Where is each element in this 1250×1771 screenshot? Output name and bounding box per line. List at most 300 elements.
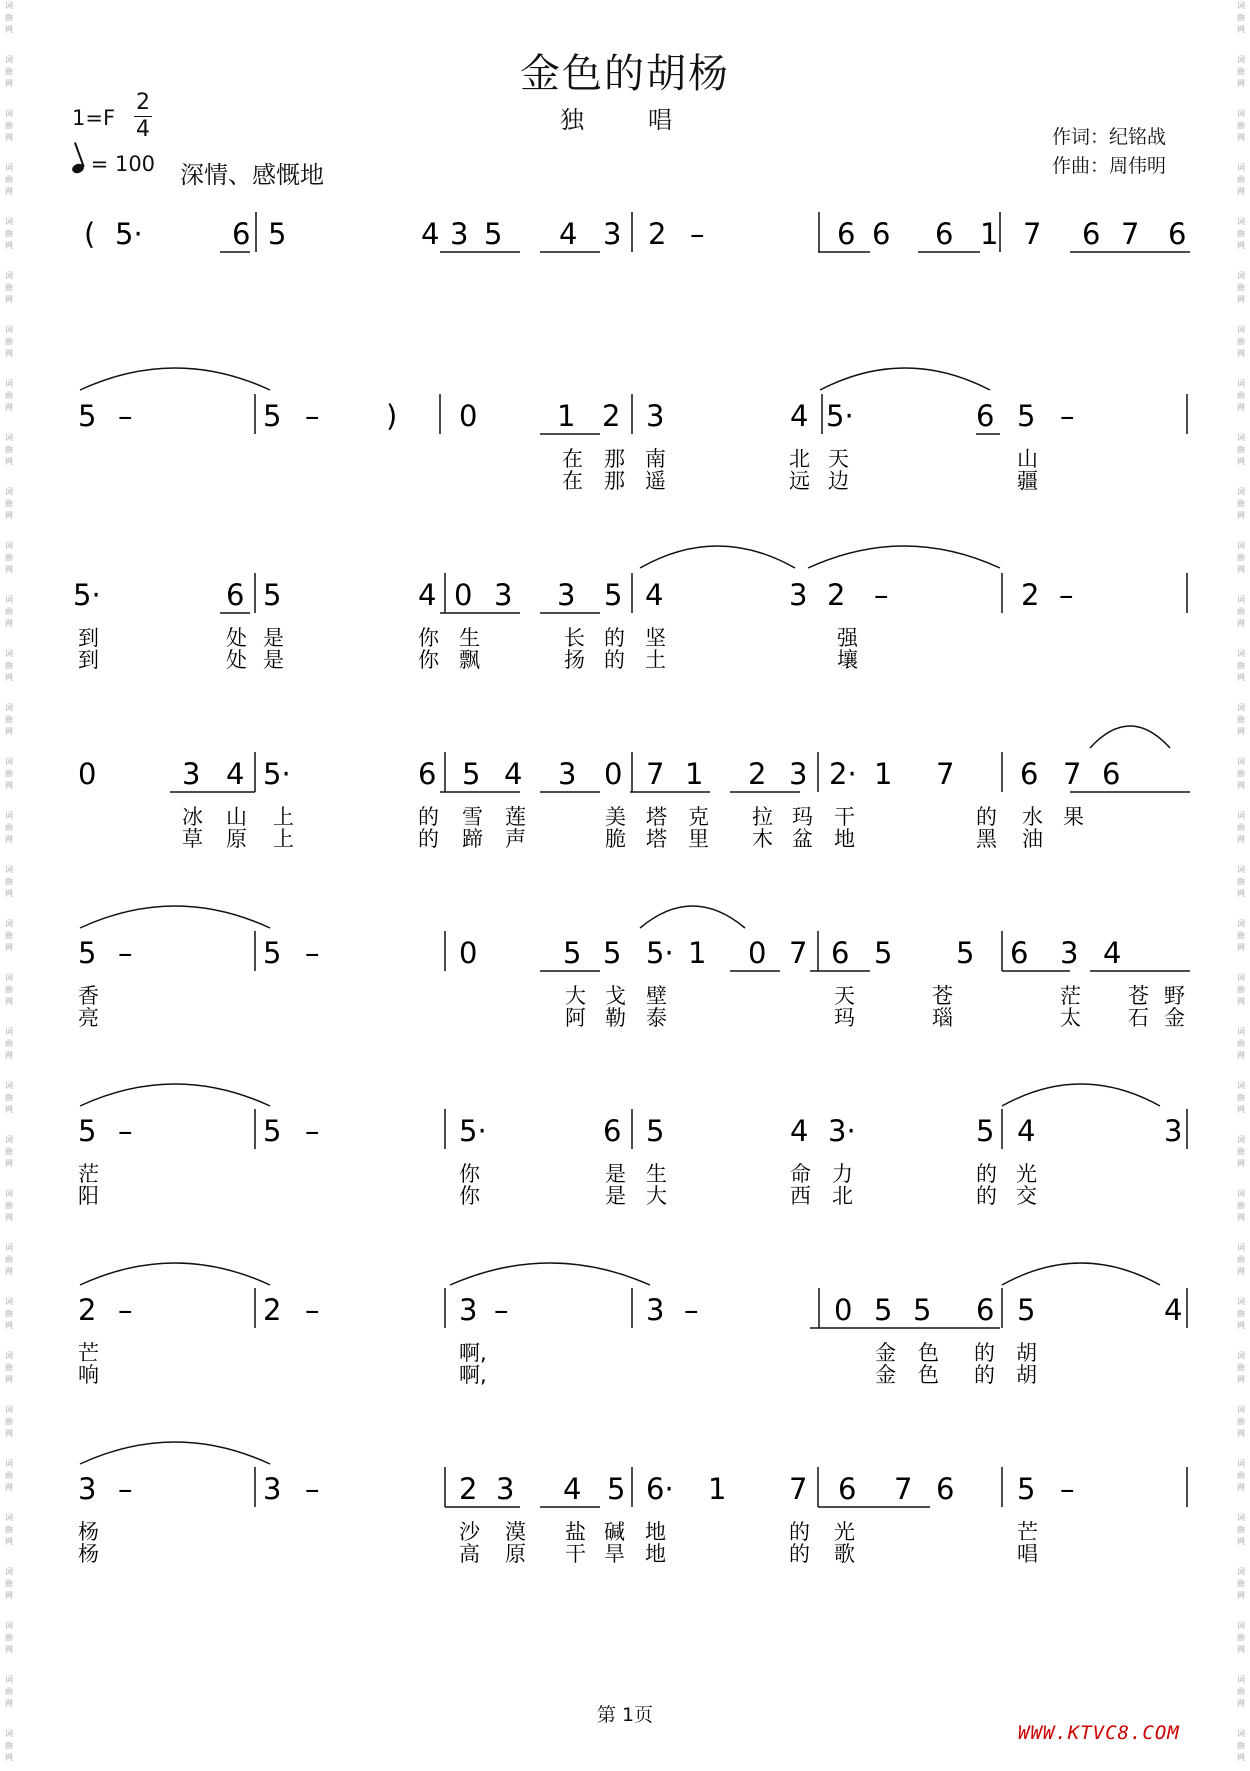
lyric-syllable: 原 — [226, 827, 247, 851]
lyric-syllable: 的 — [604, 626, 625, 650]
side-mark-text: 词 曲 网 — [5, 1567, 13, 1600]
side-mark-text: 词 曲 网 — [1237, 109, 1245, 142]
score-note: 5· — [459, 1114, 487, 1148]
score-note: 7 — [1063, 757, 1082, 791]
lyric-syllable: 阿 — [565, 1006, 586, 1030]
lyric-syllable: 拉 — [752, 805, 773, 829]
score-note: 6 — [935, 217, 954, 251]
lyric-syllable: 北 — [789, 447, 810, 471]
score-note: 6 — [1010, 936, 1029, 970]
slur-arc — [80, 906, 270, 928]
score-note: 4 — [1164, 1293, 1183, 1327]
lyric-syllable: 克 — [688, 805, 709, 829]
lyric-syllable: 光 — [1016, 1162, 1037, 1186]
lyric-syllable: 勒 — [605, 1006, 626, 1030]
score-note: 7 — [1023, 217, 1042, 251]
lyric-syllable: 杨 — [78, 1542, 99, 1566]
score-note: 5 — [263, 936, 282, 970]
lyric-syllable: 上 — [273, 827, 294, 851]
side-mark-text: 词 曲 网 — [1237, 865, 1245, 898]
lyric-syllable: 上 — [273, 805, 294, 829]
side-mark-text: 词 曲 网 — [1237, 1567, 1245, 1600]
score-note: 6 — [603, 1114, 622, 1148]
score-note: 1 — [980, 217, 999, 251]
lyric-syllable: 香 — [78, 984, 99, 1008]
score-note: 4 — [645, 578, 664, 612]
expression-marking: 深情、感慨地 — [180, 161, 324, 189]
score-note: – — [1060, 1472, 1075, 1506]
score-note: 5 — [603, 936, 622, 970]
lyric-syllable: 塔 — [646, 827, 667, 851]
lyric-syllable: 飘 — [459, 648, 480, 672]
side-mark-text: 词 曲 网 — [5, 757, 13, 790]
score-note: 1 — [874, 757, 893, 791]
score-note: 4 — [421, 217, 440, 251]
score-note: 3 — [789, 578, 808, 612]
tempo-value: = 100 — [90, 152, 156, 176]
score-note: 3 — [459, 1293, 478, 1327]
lyric-syllable: 芒 — [78, 1341, 99, 1365]
side-mark-text: 词 曲 网 — [5, 433, 13, 466]
lyric-syllable: 壤 — [837, 648, 858, 672]
side-mark-text: 词 曲 网 — [5, 1459, 13, 1492]
lyric-syllable: 到 — [78, 626, 99, 650]
side-mark-text: 词 曲 网 — [5, 1513, 13, 1546]
score-note: 5 — [956, 936, 975, 970]
lyric-syllable: 盐 — [565, 1520, 586, 1544]
score-note: 0 — [834, 1293, 853, 1327]
lyric-syllable: 干 — [834, 805, 855, 829]
lyric-syllable: 水 — [1022, 805, 1043, 829]
lyric-syllable: 啊, — [459, 1363, 487, 1387]
lyric-syllable: 你 — [459, 1184, 480, 1208]
side-mark-text: 词 曲 网 — [5, 379, 13, 412]
lyric-syllable: 盆 — [792, 827, 813, 851]
lyric-syllable: 北 — [832, 1184, 853, 1208]
score-note: – — [305, 1293, 320, 1327]
page-number: 第 1页 — [596, 1704, 654, 1726]
side-mark-text: 词 曲 网 — [1237, 1243, 1245, 1276]
lyric-syllable: 交 — [1016, 1184, 1037, 1208]
slur-arc — [80, 368, 270, 390]
slur-arc — [808, 546, 1000, 568]
score-note: 7 — [936, 757, 955, 791]
score-note: – — [118, 1114, 133, 1148]
lyric-syllable: 歌 — [834, 1542, 855, 1566]
score-note: 5 — [1017, 399, 1036, 433]
score-note: 4 — [563, 1472, 582, 1506]
score-note: 6 — [226, 578, 245, 612]
lyric-syllable: 黑 — [976, 827, 997, 851]
score-note: 0 — [604, 757, 623, 791]
score-note: 2 — [827, 578, 846, 612]
side-mark-text: 词 曲 网 — [1237, 1297, 1245, 1330]
lyric-syllable: 你 — [459, 1162, 480, 1186]
score-note: 6 — [872, 217, 891, 251]
side-mark-text: 词 曲 网 — [5, 973, 13, 1006]
side-mark-text: 词 曲 网 — [5, 919, 13, 952]
side-mark-text: 词 曲 网 — [1237, 55, 1245, 88]
side-mark-text: 词 曲 网 — [5, 1729, 13, 1762]
score-note: 6 — [831, 936, 850, 970]
lyric-syllable: 茫 — [78, 1162, 99, 1186]
lyric-syllable: 戈 — [605, 984, 626, 1008]
side-mark-text: 词 曲 网 — [5, 865, 13, 898]
score-note: 5 — [78, 399, 97, 433]
lyric-syllable: 地 — [645, 1542, 666, 1566]
lyric-syllable: 杨 — [78, 1520, 99, 1544]
side-mark-text: 词 曲 网 — [1237, 541, 1245, 574]
score-note: 4 — [1103, 936, 1122, 970]
slur-arc — [80, 1442, 270, 1464]
lyric-syllable: 油 — [1022, 827, 1043, 851]
score-note: 2 — [263, 1293, 282, 1327]
score-note: 5 — [646, 1114, 665, 1148]
lyric-syllable: 是 — [605, 1184, 626, 1208]
lyric-syllable: 土 — [645, 648, 666, 672]
score-note: 5 — [268, 217, 287, 251]
score-note: 5 — [913, 1293, 932, 1327]
side-mark-text: 词 曲 网 — [1237, 379, 1245, 412]
lyric-syllable: 原 — [505, 1542, 526, 1566]
score-note: – — [305, 936, 320, 970]
lyric-syllable: 沙 — [459, 1520, 480, 1544]
lyric-syllable: 扬 — [564, 648, 585, 672]
lyric-syllable: 高 — [459, 1542, 480, 1566]
side-mark-text: 词 曲 网 — [5, 811, 13, 844]
side-mark-text: 词 曲 网 — [1237, 757, 1245, 790]
lyric-syllable: 色 — [918, 1341, 939, 1365]
website-watermark: WWW.KTVC8.COM — [1018, 1722, 1180, 1744]
lyric-syllable: 的 — [974, 1341, 995, 1365]
score-note: 1 — [557, 399, 576, 433]
lyric-syllable: 力 — [832, 1162, 853, 1186]
lyric-syllable: 金 — [875, 1363, 896, 1387]
side-mark-text: 词 曲 网 — [1237, 1081, 1245, 1114]
slur-arc — [820, 368, 990, 390]
lyric-syllable: 西 — [790, 1184, 811, 1208]
song-subtitle: 独唱 — [560, 106, 736, 134]
side-mark-text: 词 曲 网 — [5, 1135, 13, 1168]
lyric-syllable: 漠 — [505, 1520, 526, 1544]
side-mark-text: 词 曲 网 — [5, 541, 13, 574]
side-mark-text: 词 曲 网 — [5, 1405, 13, 1438]
lyric-syllable: 的 — [974, 1363, 995, 1387]
lyric-syllable: 胡 — [1016, 1341, 1037, 1365]
lyric-syllable: 大 — [565, 984, 586, 1008]
score-note: 5 — [874, 936, 893, 970]
score-note: 3 — [494, 578, 513, 612]
score-note: 0 — [459, 399, 478, 433]
side-mark-text: 词 曲 网 — [5, 1297, 13, 1330]
score-note: – — [305, 1114, 320, 1148]
lyric-syllable: 玛 — [792, 805, 813, 829]
score-note: 3 — [789, 757, 808, 791]
lyric-syllable: 的 — [604, 648, 625, 672]
score-note: 4 — [504, 757, 523, 791]
score-note: 3 — [646, 1293, 665, 1327]
score-note: 4 — [226, 757, 245, 791]
lyric-syllable: 木 — [752, 827, 773, 851]
side-mark-text: 词 曲 网 — [1237, 163, 1245, 196]
side-mark-text: 词 曲 网 — [5, 595, 13, 628]
score-note: 4 — [559, 217, 578, 251]
side-mark-text: 词 曲 网 — [5, 55, 13, 88]
side-mark-text: 词 曲 网 — [1237, 1729, 1245, 1762]
score-note: 5· — [263, 757, 291, 791]
score-note: 6 — [976, 1293, 995, 1327]
side-mark-text: 词 曲 网 — [5, 271, 13, 304]
lyric-syllable: 芒 — [1017, 1520, 1038, 1544]
slur-arc — [80, 1263, 270, 1285]
lyric-syllable: 光 — [834, 1520, 855, 1544]
lyric-syllable: 是 — [263, 648, 284, 672]
side-mark-text: 词 曲 网 — [1237, 1621, 1245, 1654]
side-mark-text: 词 曲 网 — [1237, 1189, 1245, 1222]
score-note: 6 — [837, 217, 856, 251]
side-mark-text: 词 曲 网 — [5, 217, 13, 250]
lyric-syllable: 胡 — [1016, 1363, 1037, 1387]
score-note: 5· — [826, 399, 854, 433]
lyric-syllable: 脆 — [605, 827, 626, 851]
lyric-syllable: 啊, — [459, 1341, 487, 1365]
side-mark-text: 词 曲 网 — [5, 1621, 13, 1654]
slur-arc — [1002, 1263, 1160, 1285]
lyric-syllable: 瑙 — [932, 1006, 953, 1030]
slur-arc — [640, 906, 745, 928]
score-note: 3 — [78, 1472, 97, 1506]
lyric-syllable: 坚 — [645, 626, 666, 650]
lyric-syllable: 你 — [418, 648, 439, 672]
lyric-syllable: 地 — [834, 827, 855, 851]
side-mark-text: 词 曲 网 — [1237, 1405, 1245, 1438]
lyric-syllable: 碱 — [604, 1520, 625, 1544]
score-note: 3 — [450, 217, 469, 251]
score-note: 5 — [484, 217, 503, 251]
score-note: – — [118, 1293, 133, 1327]
lyric-syllable: 南 — [645, 447, 666, 471]
lyric-syllable: 地 — [645, 1520, 666, 1544]
side-mark-text: 词 曲 网 — [5, 1351, 13, 1384]
lyric-syllable: 声 — [505, 827, 526, 851]
score-note: 5 — [1017, 1472, 1036, 1506]
side-mark-text: 词 曲 网 — [1237, 1027, 1245, 1060]
lyric-syllable: 疆 — [1017, 469, 1038, 493]
lyric-syllable: 响 — [78, 1363, 99, 1387]
score-note: 7 — [646, 757, 665, 791]
side-mark-text: 词 曲 网 — [5, 1675, 13, 1708]
score-note: 5· — [646, 936, 674, 970]
lyric-syllable: 在 — [562, 447, 583, 471]
lyric-syllable: 金 — [1164, 1006, 1185, 1030]
side-mark-text: 词 曲 网 — [5, 163, 13, 196]
lyric-syllable: 野 — [1164, 984, 1185, 1008]
lyric-syllable: 命 — [790, 1162, 811, 1186]
lyric-syllable: 干 — [565, 1542, 586, 1566]
side-mark-text: 词 曲 网 — [1237, 973, 1245, 1006]
lyric-syllable: 草 — [182, 827, 203, 851]
lyric-syllable: 处 — [226, 648, 247, 672]
score-note: – — [494, 1293, 509, 1327]
lyric-syllable: 天 — [828, 447, 849, 471]
lyric-syllable: 强 — [837, 626, 858, 650]
lyricist-credit: 作词：纪铭战 — [1052, 126, 1167, 148]
slur-arc — [640, 546, 795, 568]
lyric-syllable: 蹄 — [462, 827, 483, 851]
score-note: 3· — [828, 1114, 856, 1148]
side-mark-text: 词 曲 网 — [1237, 325, 1245, 358]
side-mark-text: 词 曲 网 — [1237, 649, 1245, 682]
lyric-syllable: 美 — [605, 805, 626, 829]
score-note: 0 — [748, 936, 767, 970]
lyric-syllable: 金 — [875, 1341, 896, 1365]
side-mark-text: 词 曲 网 — [1237, 217, 1245, 250]
composer-credit: 作曲：周伟明 — [1052, 155, 1167, 177]
score-note: 5 — [607, 1472, 626, 1506]
lyric-syllable: 泰 — [646, 1006, 667, 1030]
score-note: 5 — [1017, 1293, 1036, 1327]
score-note: 2 — [1021, 578, 1040, 612]
score-note: 0 — [78, 757, 97, 791]
side-mark-text: 词 曲 网 — [1237, 271, 1245, 304]
score-note: 4 — [1017, 1114, 1036, 1148]
score-note: 4 — [790, 1114, 809, 1148]
score-note: 5 — [874, 1293, 893, 1327]
lyric-syllable: 的 — [976, 805, 997, 829]
slur-arc — [1002, 1084, 1160, 1106]
lyric-syllable: 石 — [1128, 1006, 1149, 1030]
slur-arc — [450, 1263, 650, 1285]
lyric-syllable: 太 — [1060, 1006, 1081, 1030]
lyric-syllable: 那 — [604, 469, 625, 493]
side-mark-text: 词 曲 网 — [1237, 1135, 1245, 1168]
score-note: 6 — [976, 399, 995, 433]
lyric-syllable: 生 — [646, 1162, 667, 1186]
side-mark-text: 词 曲 网 — [5, 487, 13, 520]
score-note: ( — [84, 217, 96, 251]
score-note: 2 — [748, 757, 767, 791]
lyric-syllable: 茫 — [1060, 984, 1081, 1008]
lyric-syllable: 雪 — [462, 805, 483, 829]
lyric-syllable: 冰 — [182, 805, 203, 829]
score-note: 4 — [790, 399, 809, 433]
slur-arc — [80, 1084, 270, 1106]
side-mark-text: 词 曲 网 — [5, 109, 13, 142]
score-note: – — [684, 1293, 699, 1327]
score-note: 2 — [648, 217, 667, 251]
score-note: 1 — [685, 757, 704, 791]
score-note: 3 — [263, 1472, 282, 1506]
score-note: 2· — [829, 757, 857, 791]
score-note: 6 — [1020, 757, 1039, 791]
score-note: 5 — [604, 578, 623, 612]
score-note: 3 — [1060, 936, 1079, 970]
score-note: 3 — [1164, 1114, 1183, 1148]
score-note: – — [690, 217, 705, 251]
side-mark-text: 词 曲 网 — [1237, 1, 1245, 34]
side-mark-text: 词 曲 网 — [1237, 1513, 1245, 1546]
side-mark-text: 词 曲 网 — [1237, 595, 1245, 628]
side-mark-text: 词 曲 网 — [1237, 1675, 1245, 1708]
score-note: 0 — [454, 578, 473, 612]
lyric-syllable: 的 — [789, 1542, 810, 1566]
lyric-syllable: 遥 — [645, 469, 666, 493]
score-note: – — [118, 1472, 133, 1506]
side-mark-text: 词 曲 网 — [1237, 919, 1245, 952]
score-note: 1 — [708, 1472, 727, 1506]
lyric-syllable: 塔 — [646, 805, 667, 829]
lyric-syllable: 的 — [976, 1184, 997, 1208]
score-note: – — [1059, 578, 1074, 612]
score-note: 5 — [78, 1114, 97, 1148]
lyric-syllable: 那 — [604, 447, 625, 471]
score-note: 5 — [78, 936, 97, 970]
side-mark-text: 词 曲 网 — [5, 1027, 13, 1060]
lyric-syllable: 阳 — [78, 1184, 99, 1208]
score-note: 6 — [232, 217, 251, 251]
score-note: 6 — [1082, 217, 1101, 251]
lyric-syllable: 亮 — [78, 1006, 99, 1030]
time-signature-top: 2 — [136, 90, 150, 115]
lyric-syllable: 生 — [459, 626, 480, 650]
time-signature-bottom: 4 — [136, 117, 150, 142]
lyric-syllable: 远 — [789, 469, 810, 493]
lyric-syllable: 果 — [1063, 805, 1084, 829]
score-note: 5· — [115, 217, 143, 251]
score-note: – — [1060, 399, 1075, 433]
lyric-syllable: 天 — [834, 984, 855, 1008]
score-note: 7 — [789, 936, 808, 970]
lyric-syllable: 你 — [418, 626, 439, 650]
score-note: – — [118, 936, 133, 970]
lyric-syllable: 在 — [562, 469, 583, 493]
lyric-syllable: 壁 — [646, 984, 667, 1008]
side-mark-text: 词 曲 网 — [5, 1081, 13, 1114]
score-note: – — [874, 578, 889, 612]
score-note: 5 — [263, 399, 282, 433]
lyric-syllable: 山 — [226, 805, 247, 829]
key-signature: 1=F — [72, 106, 116, 130]
score-note: 7 — [789, 1472, 808, 1506]
score-note: 6 — [838, 1472, 857, 1506]
lyric-syllable: 的 — [418, 805, 439, 829]
score-note: 5 — [976, 1114, 995, 1148]
score-note: 6 — [936, 1472, 955, 1506]
score-note: – — [118, 399, 133, 433]
lyric-syllable: 是 — [605, 1162, 626, 1186]
side-mark-text: 词 曲 网 — [1237, 433, 1245, 466]
score-note: 6 — [1168, 217, 1187, 251]
side-mark-text: 词 曲 网 — [1237, 1459, 1245, 1492]
score-note: 2 — [459, 1472, 478, 1506]
lyric-syllable: 的 — [976, 1162, 997, 1186]
slur-arc — [1090, 726, 1170, 748]
score-note: – — [305, 1472, 320, 1506]
score-note: 6 — [418, 757, 437, 791]
lyric-syllable: 里 — [688, 827, 709, 851]
score-note: 5 — [263, 578, 282, 612]
score-note: 3 — [646, 399, 665, 433]
lyric-syllable: 唱 — [1017, 1542, 1038, 1566]
score-note: – — [305, 399, 320, 433]
score-note: 2 — [602, 399, 621, 433]
lyric-syllable: 的 — [418, 827, 439, 851]
song-title: 金色的胡杨 — [520, 51, 730, 97]
side-mark-text: 词 曲 网 — [1237, 703, 1245, 736]
lyric-syllable: 色 — [918, 1363, 939, 1387]
score-note: 3 — [496, 1472, 515, 1506]
score-note: 2 — [78, 1293, 97, 1327]
